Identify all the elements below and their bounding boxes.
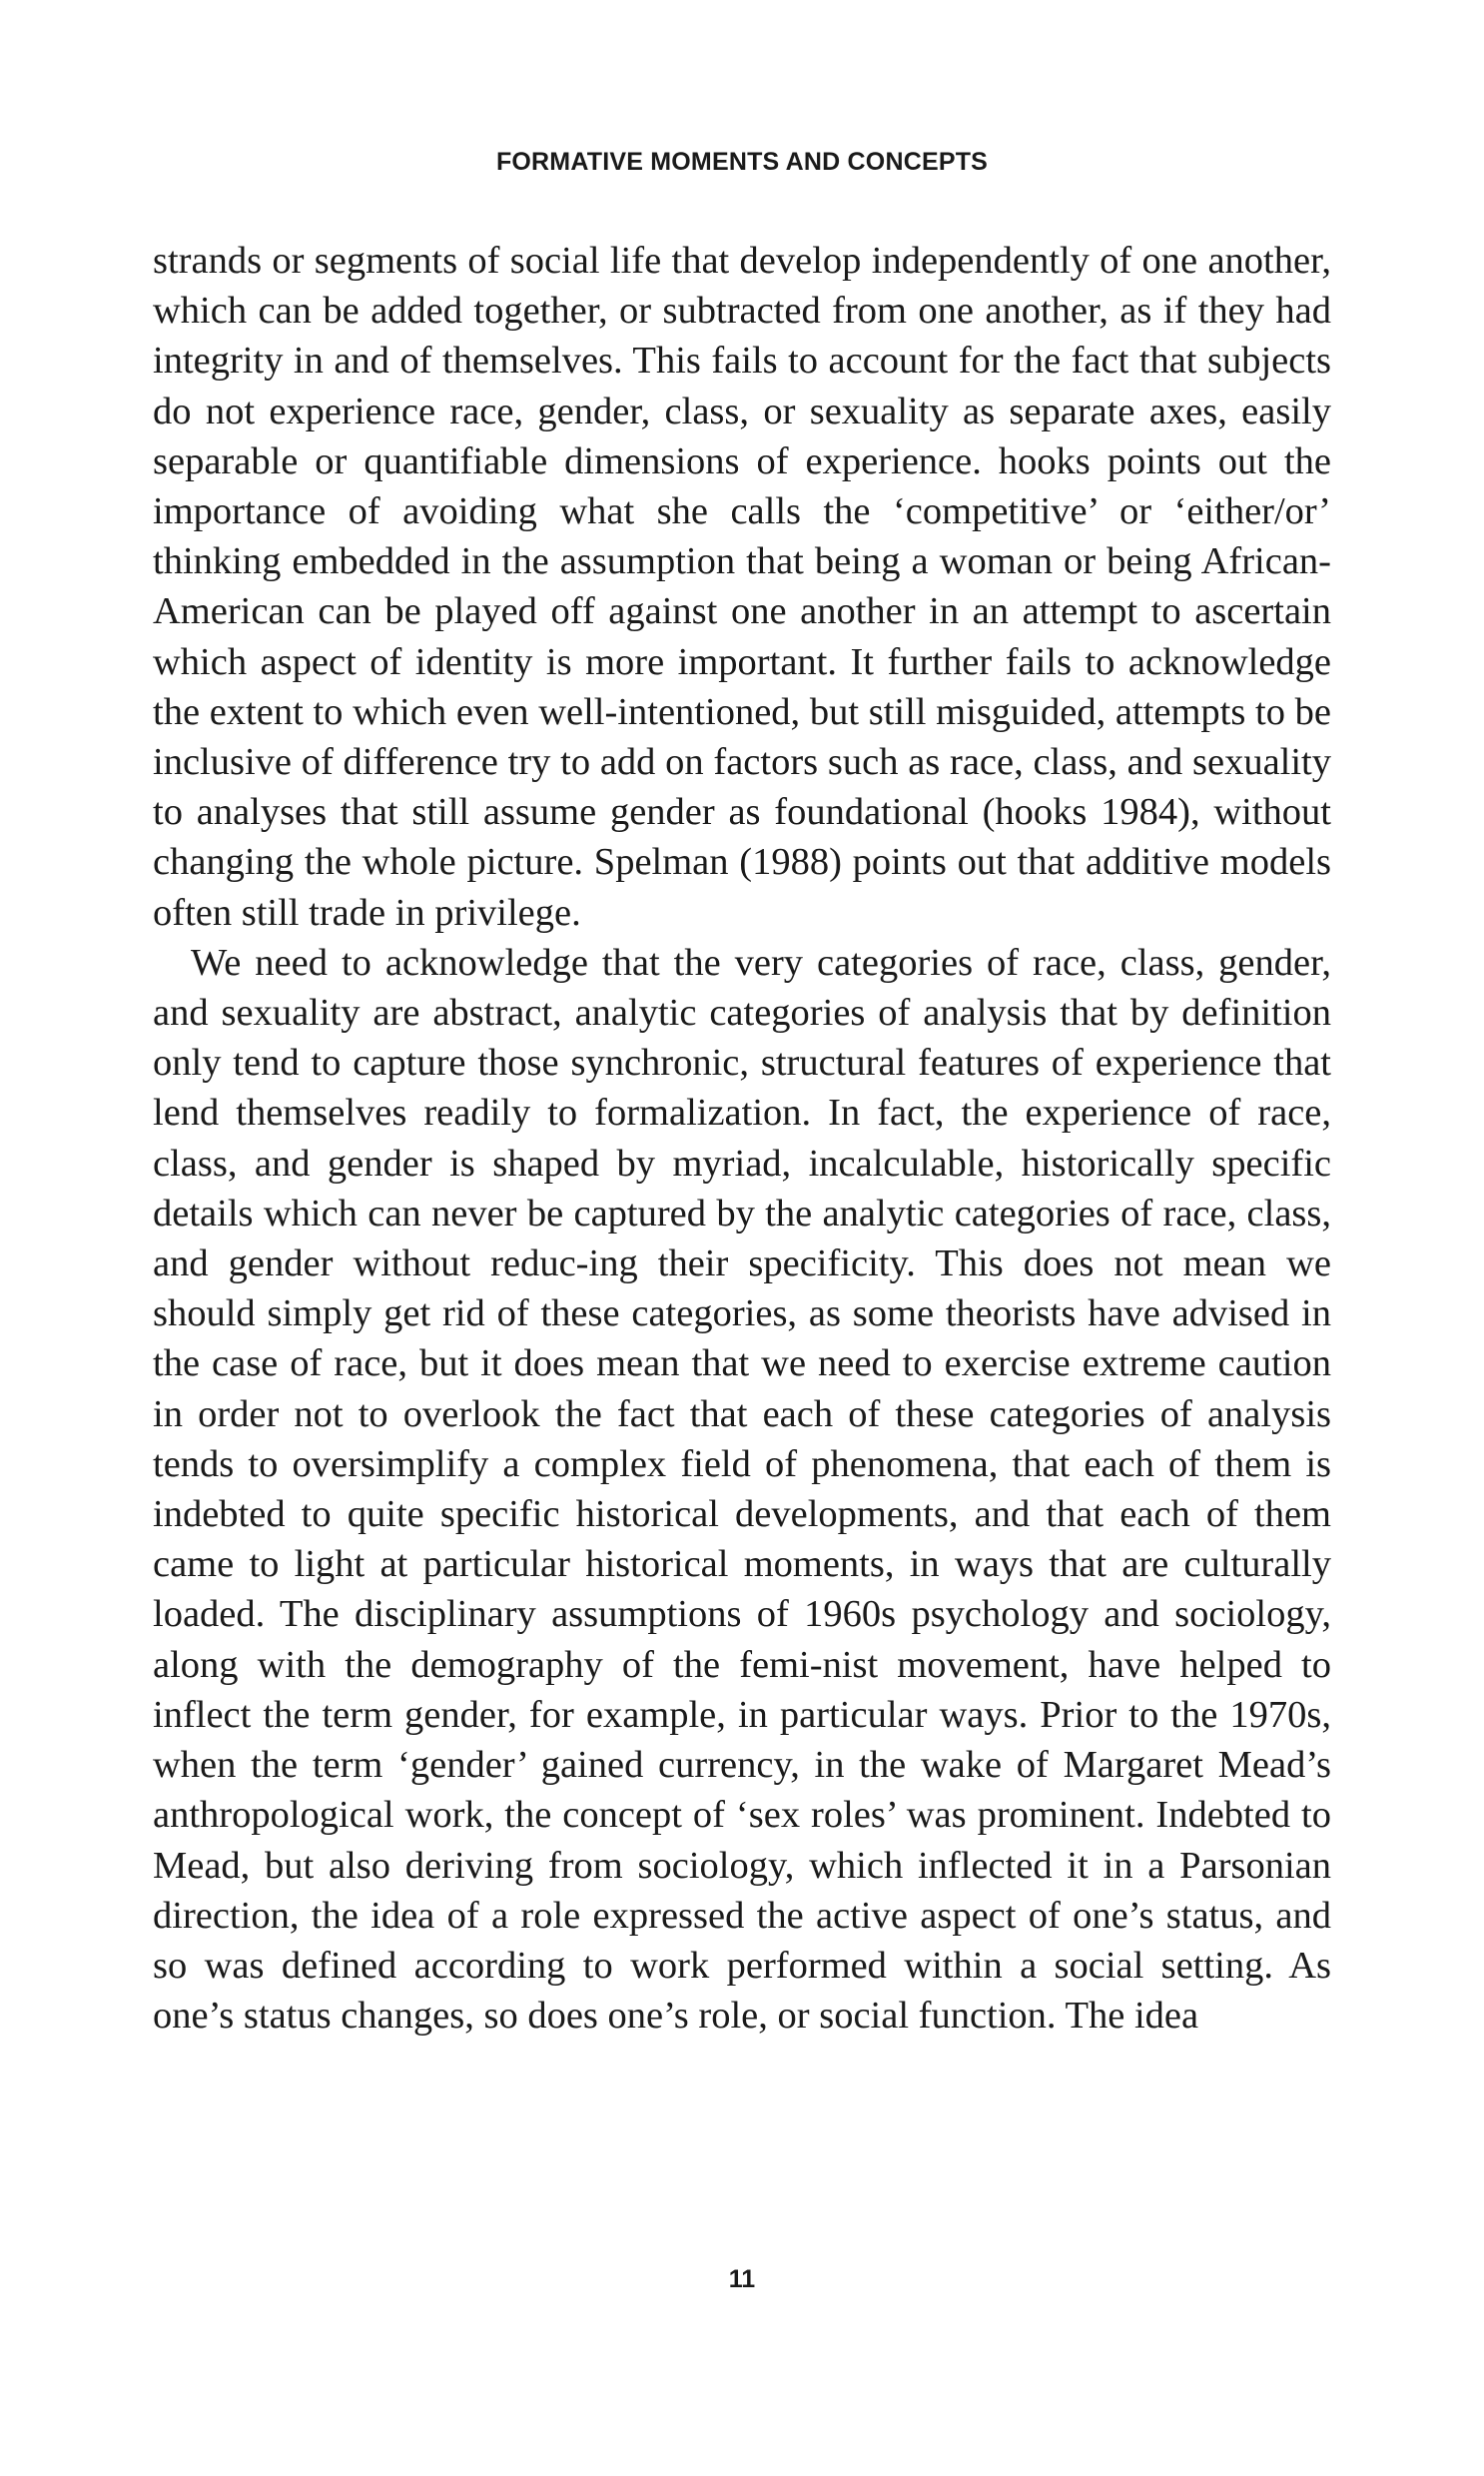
paragraph-indented: We need to acknowledge that the very categories of race, class, gender, and sexuality are abstract, analytic categories of analysis that by definition only tend to capture those synchronic, structural features of experience that lend themselves readily to formalization. In fact, the experience of race, class, and gender is shaped by myriad, incalculable, historically specific details which can never be captured by the analytic categories of race, class, and gender without reduc-ing their specificity. This does not mean we should simply get rid of these categories, as some theorists have advised in the case of race, but it does mean that we need to exercise extreme caution in order not to overlook the fact that each of these categories of analysis tends to oversimplify a complex field of phenomena, that each of them is indebted to quite specific historical developments, and that each of them came to light at particular historical moments, in ways that are culturally loaded. The disciplinary assumptions of 1960s psychology and sociology, along with the demography of the femi-nist movement, have helped to inflect the term gender, for example, in particular ways. Prior to the 1970s, when the term ‘gender’ gained currency, in the wake of Margaret Mead’s anthropological work, the concept of ‘sex roles’ was prominent. Indebted to Mead, but also deriving from sociology, which inflected it in a Parsonian direction, the idea of a role expressed the active aspect of one’s status, and so was defined according to work performed within a social setting. As one’s status changes, so does one’s role, or social function. The idea (153, 941, 1331, 2038)
page-number: 11 (728, 2265, 756, 2293)
running-head: FORMATIVE MOMENTS AND CONCEPTS (495, 148, 989, 176)
paragraph-continued: strands or segments of social life that develop independently of one another, which can be added together, or subtracted from one another, as if they had integrity in and of themselves. This fails to account for the fact that subjects do not experience race, gender, class, or sexuality as separate axes, easily separable or quantifiable dimensions of experience. hooks points out the importance of avoiding what she calls the ‘competitive’ or ‘either/or’ thinking embedded in the assumption that being a woman or being African-American can be played off against one another in an attempt to ascertain which aspect of identity is more important. It further fails to acknowledge the extent to which even well-intentioned, but still misguided, attempts to be inclusive of difference try to add on factors such as race, class, and sexuality to analyses that still assume gender as foundational (hooks 1984), without changing the whole picture. Spelman (1988) points out that additive models often still trade in privilege. (153, 240, 1331, 934)
body-text (153, 236, 1331, 2041)
